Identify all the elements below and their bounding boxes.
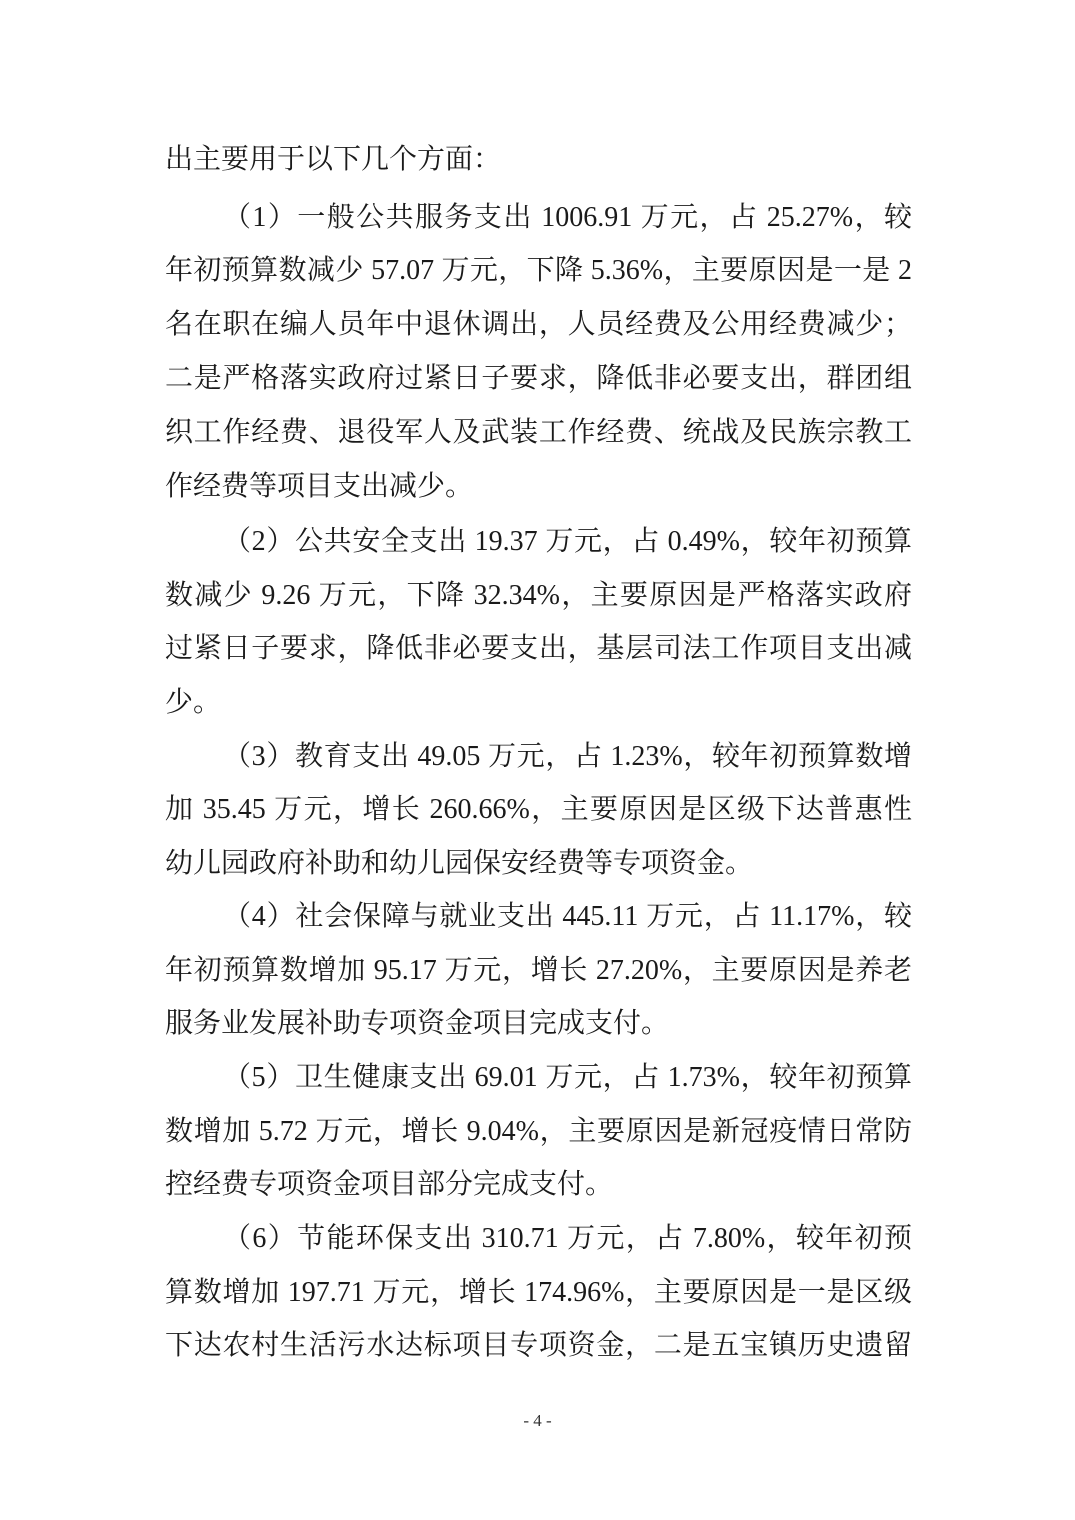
text-line: （3）教育支出 49.05 万元，占 1.23%，较年初预算数增 <box>223 741 912 772</box>
text-line: 二是严格落实政府过紧日子要求，降低非必要支出，群团组 <box>165 363 912 394</box>
text-line: （4）社会保障与就业支出 445.11 万元，占 11.17%，较 <box>223 901 912 932</box>
text-line: 少。 <box>165 687 222 718</box>
text-line: 年初预算数减少 57.07 万元，下降 5.36%，主要原因是一是 2 <box>165 255 912 286</box>
text-line: 过紧日子要求，降低非必要支出，基层司法工作项目支出减 <box>165 633 912 664</box>
page-number: - 4 - <box>523 1411 552 1430</box>
text-line: 年初预算数增加 95.17 万元，增长 27.20%，主要原因是养老 <box>165 955 912 986</box>
text-line: （5）卫生健康支出 69.01 万元，占 1.73%，较年初预算 <box>223 1062 912 1093</box>
text-line: 下达农村生活污水达标项目专项资金，二是五宝镇历史遗留 <box>165 1330 912 1361</box>
text-line: 幼儿园政府补助和幼儿园保安经费等专项资金。 <box>165 848 754 879</box>
text-line: 名在职在编人员年中退休调出，人员经费及公用经费减少； <box>165 309 912 340</box>
text-line: 出主要用于以下几个方面： <box>165 144 502 175</box>
text-line: （1）一般公共服务支出 1006.91 万元，占 25.27%，较 <box>223 202 912 233</box>
text-line: 加 35.45 万元，增长 260.66%，主要原因是区级下达普惠性 <box>165 794 912 825</box>
text-line: 服务业发展补助专项资金项目完成支付。 <box>165 1008 670 1039</box>
text-line: （2）公共安全支出 19.37 万元，占 0.49%，较年初预算 <box>223 526 912 557</box>
text-line: （6）节能环保支出 310.71 万元，占 7.80%，较年初预 <box>223 1223 912 1254</box>
text-line: 数减少 9.26 万元，下降 32.34%，主要原因是严格落实政府 <box>165 580 912 611</box>
text-line: 数增加 5.72 万元，增长 9.04%，主要原因是新冠疫情日常防 <box>165 1116 912 1147</box>
text-line: 控经费专项资金项目部分完成支付。 <box>165 1169 614 1200</box>
text-line: 作经费等项目支出减少。 <box>165 471 474 502</box>
text-line: 织工作经费、退役军人及武装工作经费、统战及民族宗教工 <box>165 417 912 448</box>
text-line: 算数增加 197.71 万元，增长 174.96%，主要原因是一是区级 <box>165 1277 912 1308</box>
